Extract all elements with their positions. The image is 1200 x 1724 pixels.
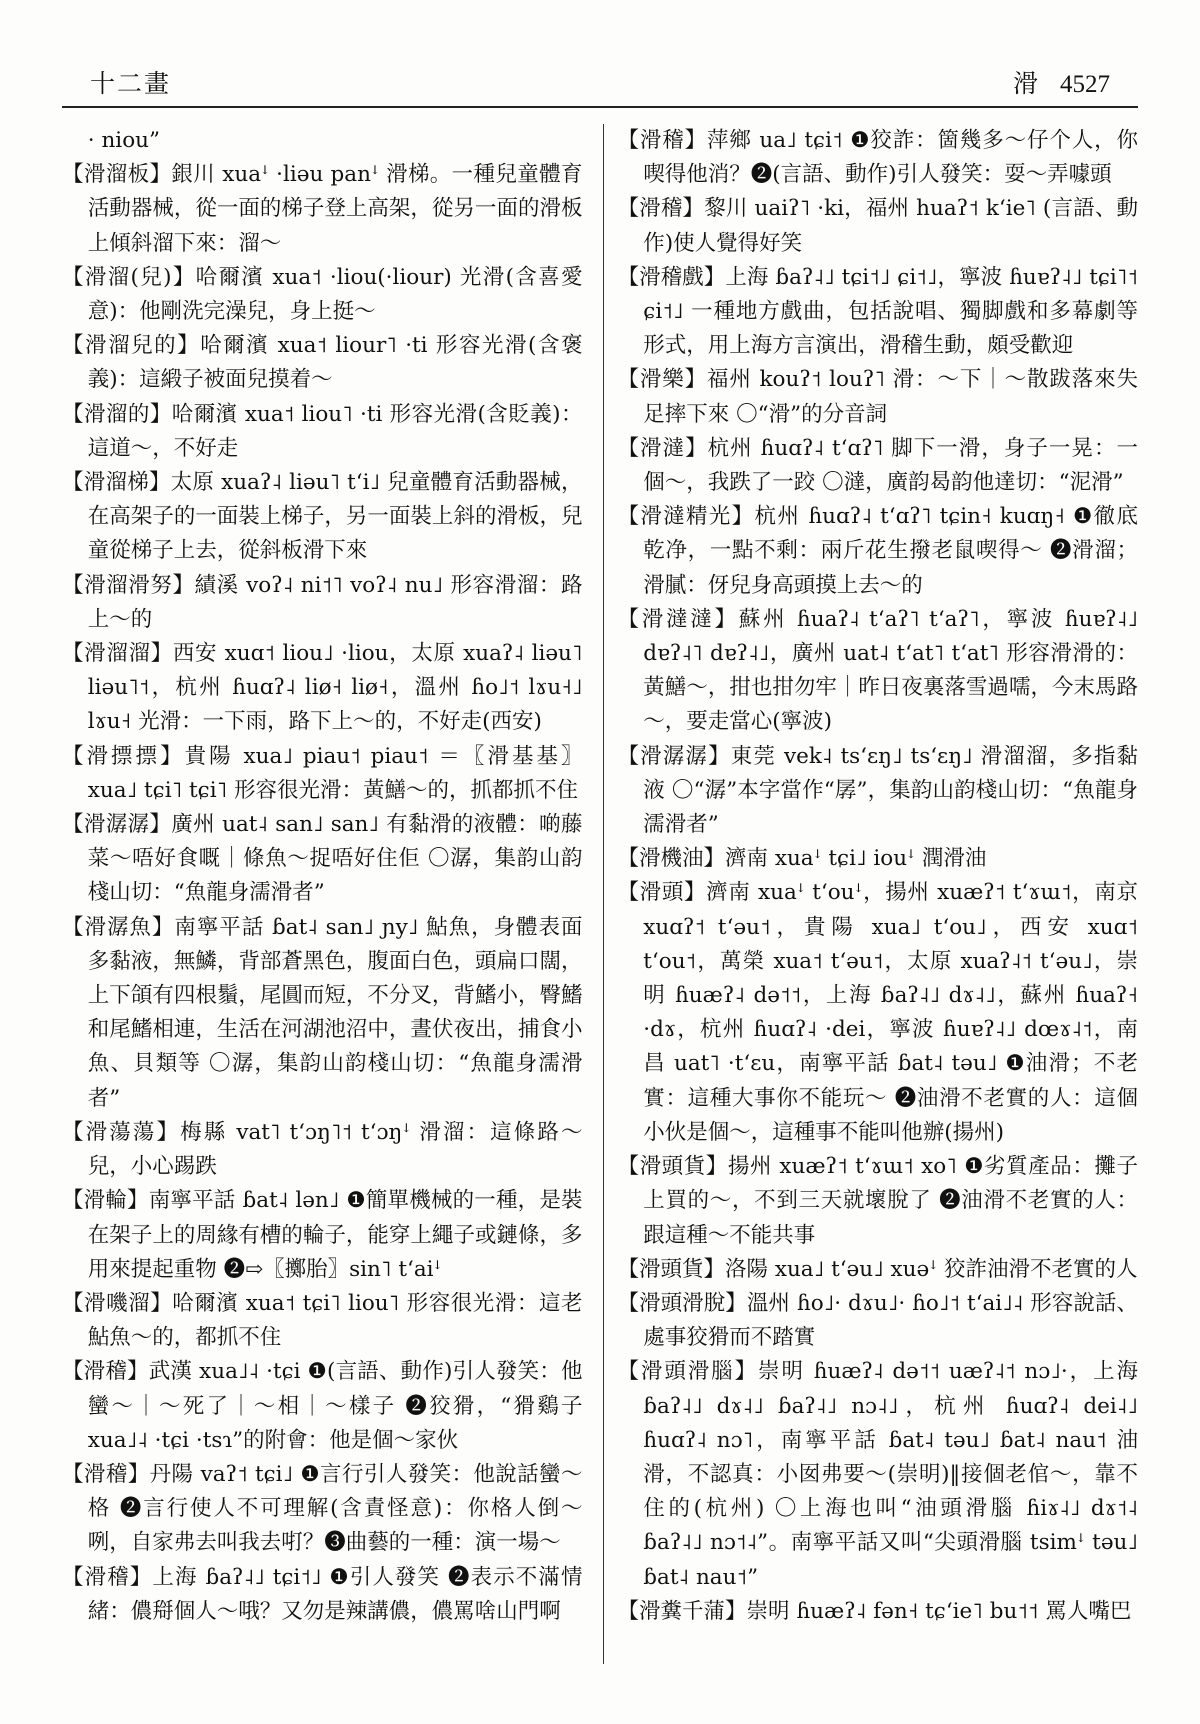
dictionary-entry: 【滑澾澾】蘇州 ɦuaʔ˨ tʻaʔ˥ tʻaʔ˥，寧波 ɦuɐʔ˨˩ dɐʔ˨˥ dɐʔ˨˩，廣州 uat˨ tʻat˥ tʻat˥ 形容滑滑的：黃鱔～，拑也拑勿牢｜昨日夜裏落雪過嚅，今末馬路～，要走當心(寧波) — [617, 606, 1138, 735]
dictionary-entry: 【滑溜滑努】績溪 voʔ˨ ni˦˥ voʔ˨ nu˩ 形容滑溜：路上～的 — [62, 572, 583, 632]
dictionary-entry: 【滑潺潺】東莞 vek˨ tsʻɛŋ˩ tsʻɛŋ˩ 滑溜溜，多指黏液 〇“潺”本字當作“孱”，集韵山韵棧山切：“魚龍身濡滑者” — [617, 743, 1138, 838]
page-header-right — [1013, 64, 1110, 100]
dictionary-entry: 【滑蕩蕩】梅縣 vat˥ tʻɔŋ˥˦ tʻɔŋꜜ 滑溜：這條路～兒，小心踢跌 — [62, 1119, 583, 1180]
section-title: 十二畫 — [90, 69, 172, 98]
head-character: 滑 — [1012, 69, 1038, 98]
dictionary-entry: 【滑頭貨】洛陽 xua˩ tʻəu˩ xuəꜜ 狡詐油滑不老實的人 — [617, 1256, 1138, 1282]
dictionary-entry: 【滑頭】濟南 xuaꜜ tʻouꜜ，揚州 xuæʔ˦ tʻɤɯ˦，南京 xuɑʔ˦ tʻəu˦，貴陽 xua˩ tʻou˩，西安 xuɑ˦ tʻou˦，萬榮 xua˦ tʻəu˦，太原 xuaʔ˨˦ tʻəu˩，崇明 ɦuæʔ˨ də˦˦，上海 ɓaʔ˨˩ dɤ˨˩，蘇州 ɦuaʔ˧ ·dɤ，杭州 ɦuɑʔ˨ ·dei，寧波 ɦuɐʔ˨˩ dœɤ˨˦，南昌 uat˥ ·tʻɛu，南寧平話 ɓat˨ təu˩ ❶油滑；不老實：這種大事你不能玩～ ❷油滑不老實的人：這個小伙是個～，這種事不能叫他辦(揚州) — [617, 880, 1138, 1145]
dictionary-entry: 【滑頭貨】揚州 xuæʔ˦ tʻɤɯ˦ xo˥ ❶劣質產品：攤子上買的～，不到三天就壞脫了 ❷油滑不老實的人：跟這種～不能共事 — [617, 1154, 1138, 1248]
dictionary-entry: · niou” — [87, 128, 160, 153]
entry-columns — [62, 124, 1138, 1664]
dictionary-entry: 【滑溜板】銀川 xuaꜜ ·liəu panꜜ 滑梯。一種兒童體育活動器械，從一面的梯子登上高架，從另一面的滑板上傾斜溜下來：溜～ — [62, 162, 583, 256]
dictionary-entry: 【滑輪】南寧平話 ɓat˨ lən˩ ❶簡單機械的一種，是裝在架子上的周緣有槽的輪子，能穿上繩子或鏈條，多用來提起重物 ❷⇨〖擲胎〗sin˥ tʻaiꜜ — [62, 1188, 583, 1282]
dictionary-entry: 【滑澾精光】杭州 ɦuɑʔ˨ tʻɑʔ˥ tɕin˧ kuɑŋ˧ ❶徹底乾净，一點不剩：兩斤花生撥老鼠喫得～ ❷滑溜；滑膩：伢兒身高頭摸上去～的 — [617, 504, 1138, 598]
dictionary-entry: 【滑糞千蒲】崇明 ɦuæʔ˨ fən˧ tɕʻie˥ bu˦˦ 罵人嘴巴 — [617, 1598, 1132, 1624]
dictionary-entry: 【滑潺魚】南寧平話 ɓat˨ san˩ ɲy˩ 鮎魚，身體表面多黏液，無鱗，背部蒼黑色，腹面白色，頭扁口闊，上下頜有四根鬚，尾圓而短，不分叉，背鰭小，臀鰭和尾鰭相連，生活在河湖池沼中，晝伏夜出，捕食小魚、貝類等 〇潺，集韵山韵棧山切：“魚龍身濡滑者” — [62, 914, 583, 1111]
dictionary-entry: 【滑稽】武漢 xua˩˨ ·tɕi ❶(言語、動作)引人發笑：他蠻～｜～死了｜～相｜～樣子 ❷狡猾，“猾鷄子 xua˩˨ ·tɕi ·tsɿ”的附會：他是個～家伙 — [62, 1359, 583, 1453]
dictionary-entry: 【滑溜溜】西安 xuɑ˦ liou˩ ·liou，太原 xuaʔ˨ liəu˥ liəu˥˦，杭州 ɦuɑʔ˨ liø˧ liø˧，溫州 ɦo˩˦ lɤu˧˩ lɤu˧ 光滑：一下雨，路下上～的，不好走(西安) — [62, 641, 583, 735]
dictionary-entry: 【滑頭滑脫】溫州 ɦo˩· dɤu˩· ɦo˩˦ tʻai˩˨ 形容說話、處事狡猾而不踏實 — [617, 1290, 1138, 1351]
dictionary-entry: 【滑頭滑腦】崇明 ɦuæʔ˨ də˦˦ uæʔ˨˦ nɔ˩·，上海 ɓaʔ˨˩ dɤ˨˩ ɓaʔ˨˩ nɔ˨˩，杭州 ɦuɑʔ˨ dei˨˩ ɦuɑʔ˨ nɔ˥，南寧平話 ɓat˨ təu˩ ɓat˨ nau˦ 油滑，不認真：小囡弗要～(崇明)‖接個老倌～，靠不住的(杭州) 〇上海也叫“油頭滑腦 ɦiɤ˨˩ dɤ˦˨ ɓaʔ˨˩ nɔ˦˨”。南寧平話又叫“尖頭滑腦 tsimꜜ təu˩ ɓat˨ nau˦” — [617, 1359, 1138, 1590]
page-number: 4527 — [1060, 71, 1110, 98]
running-head — [62, 58, 1138, 108]
dictionary-entry: 【滑溜兒的】哈爾濱 xua˦ liour˥ ·ti 形容光滑(含褒義)：這緞子被面兒摸着～ — [62, 333, 583, 393]
left-column — [62, 124, 603, 1664]
dictionary-entry: 【滑稽戲】上海 ɓaʔ˨˩ tɕi˦˩ ɕi˦˩，寧波 ɦuɐʔ˨˩ tɕi˥˦ ɕi˦˩ 一種地方戲曲，包括說唱、獨脚戲和多幕劇等形式，用上海方言演出，滑稽生動，頗受歡迎 — [617, 264, 1138, 359]
dictionary-entry: 【滑澾】杭州 ɦuɑʔ˨ tʻɑʔ˥ 脚下一滑，身子一晃：一個～，我跌了一跤 〇澾，廣韵曷韵他達切：“泥滑” — [617, 435, 1138, 496]
dictionary-entry: 【滑稽】上海 ɓaʔ˨˩ tɕi˦˩ ❶引人發笑 ❷表示不滿情緒：儂搿個人～哦？又勿是辣講儂，儂罵啥山門啊 — [62, 1564, 583, 1624]
dictionary-entry: 【滑溜的】哈爾濱 xua˦ liou˥ ·ti 形容光滑(含貶義)：這道～，不好走 — [62, 401, 583, 461]
dictionary-entry: 【滑嘰溜】哈爾濱 xua˦ tɕi˥ liou˥ 形容很光滑：這老鮎魚～的，都抓不住 — [62, 1290, 583, 1351]
dictionary-entry: 【滑稽】丹陽 vaʔ˦ tɕi˩ ❶言行引人發笑：他說話蠻～格 ❷言行使人不可理解(含責怪意)：你格人倒～咧，自家弗去叫我去咑？❸曲藝的一種：演一場～ — [62, 1461, 583, 1556]
dictionary-entry: 【滑溜梯】太原 xuaʔ˨ liəu˥ tʻi˩ 兒童體育活動器械，在高架子的一面裝上梯子，另一面裝上斜的滑板，兒童從梯子上去，從斜板滑下來 — [62, 470, 583, 564]
dictionary-entry: 【滑潺潺】廣州 uat˨ san˩ san˩ 有黏滑的液體：啲藤菜～唔好食嘅｜條魚～捉唔好住佢 〇潺，集韵山韵棧山切：“魚龍身濡滑者” — [62, 812, 583, 906]
dictionary-entry: 【滑溜(兒)】哈爾濱 xua˦ ·liou(·liour) 光滑(含喜愛意)：他剛洗完澡兒，身上挺～ — [62, 264, 583, 325]
dictionary-entry: 【滑機油】濟南 xuaꜜ tɕi˩ iouꜜ 潤滑油 — [617, 846, 987, 872]
dictionary-entry: 【滑稽】萍鄉 ua˩ tɕi˦ ❶狡詐：箇幾多～仔个人，你喫得他消？❷(言語、動作)引人發笑：耍～弄噱頭 — [617, 128, 1138, 188]
dictionary-entry: 【滑樂】福州 kouʔ˦ louʔ˥ 滑：～下｜～散跋落來失足摔下來 〇“滑”的分音詞 — [617, 367, 1138, 427]
dictionary-entry: 【滑稽】黎川 uaiʔ˥ ·ki，福州 huaʔ˦ kʻie˥ (言語、動作)使人覺得好笑 — [617, 196, 1138, 256]
dictionary-entry: 【滑摽摽】貴陽 xua˩ piau˦ piau˦ ＝〖滑基基〗xua˩ tɕi˥ tɕi˥ 形容很光滑：黃鱔～的，抓都抓不住 — [62, 743, 583, 803]
right-column — [603, 124, 1139, 1664]
